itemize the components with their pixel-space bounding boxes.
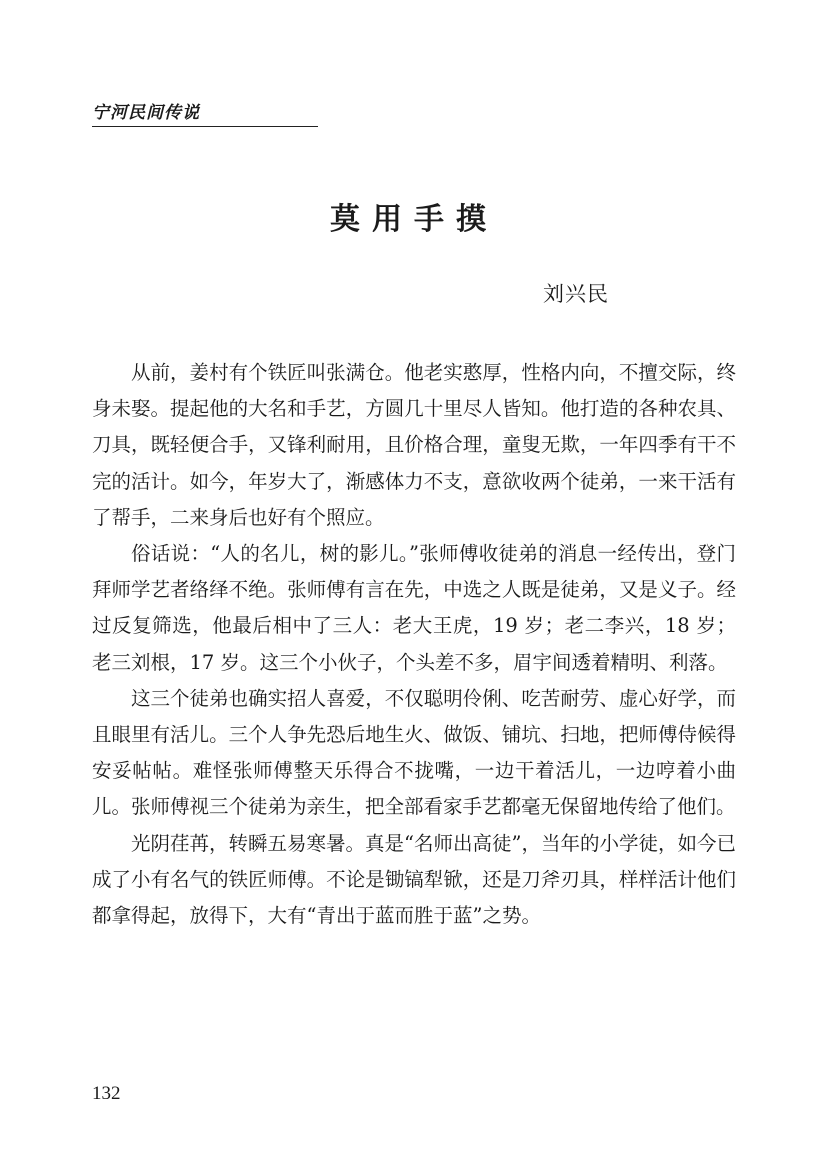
paragraph-2: 俗话说：“人的名儿，树的影儿。”张师傅收徒弟的消息一经传出，登门拜师学艺者络绎不绝。张师傅有言在先，中选之人既是徒弟，又是义子。经过反复筛选，他最后相中了三人：老大王虎，19 岁；老二李兴，18 岁；老三刘根，17 岁。这三个小伙子，个头差不多，眉宇间透着精明、利落。 xyxy=(92,542,736,674)
paragraph-4: 光阴荏苒，转瞬五易寒暑。真是“名师出高徒”，当年的小学徒，如今已成了小有名气的铁匠师傅。不论是锄镐犁锨，还是刀斧刃具，样样活计他们都拿得起，放得下，大有“青出于蓝而胜于蓝”之势。 xyxy=(92,831,736,928)
story-title: 莫用手摸 xyxy=(330,202,498,237)
body-text xyxy=(92,355,736,934)
page-number: 132 xyxy=(92,1083,121,1104)
running-head: 宁河民间传说 xyxy=(92,102,318,127)
paragraph-3: 这三个徒弟也确实招人喜爱，不仅聪明伶俐、吃苦耐劳、虚心好学，而且眼里有活儿。三个人争先恐后地生火、做饭、铺坑、扫地，把师傅侍候得安妥帖帖。难怪张师傅整天乐得合不拢嘴，一边干着活儿，一边哼着小曲儿。张师傅视三个徒弟为亲生，把全部看家手艺都毫无保留地传给了他们。 xyxy=(92,686,736,819)
author-name: 刘兴民 xyxy=(543,282,609,306)
paragraph-1: 从前，姜村有个铁匠叫张满仓。他老实憨厚，性格内向，不擅交际，终身未娶。提起他的大名和手艺，方圆几十里尽人皆知。他打造的各种农具、刀具，既轻便合手，又锋利耐用，且价格合理，童叟无欺，一年四季有干不完的活计。如今，年岁大了，渐感体力不支，意欲收两个徒弟，一来干活有了帮手，二来身后也好有个照应。 xyxy=(92,361,736,529)
